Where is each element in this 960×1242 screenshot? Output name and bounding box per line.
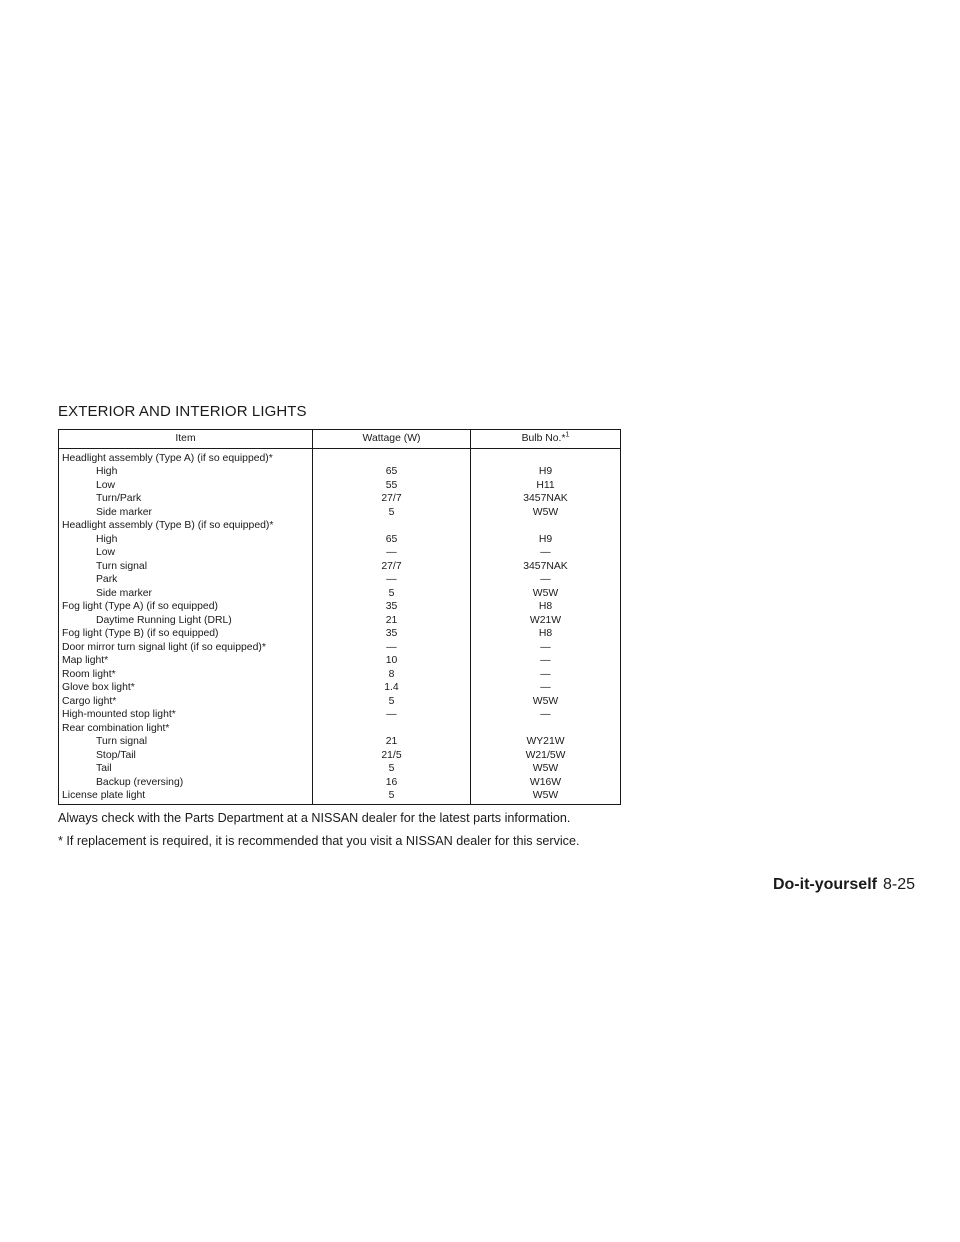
row-wattage: — xyxy=(386,641,397,653)
row-item: Rear combination light* xyxy=(62,722,170,734)
row-wattage: 21 xyxy=(385,736,398,747)
row-item: High xyxy=(96,533,118,545)
row-bulb: W5W xyxy=(532,695,559,707)
header-bulb xyxy=(471,430,621,449)
row-item: Side marker xyxy=(96,587,153,599)
row-bulb: 3457NAK xyxy=(523,493,568,504)
row-bulb: — xyxy=(540,709,551,720)
row-bulb: H11 xyxy=(536,479,555,491)
row-bulb xyxy=(471,519,620,533)
row-wattage: 5 xyxy=(388,695,395,707)
item-column xyxy=(59,448,313,804)
row-wattage: 65 xyxy=(385,466,398,477)
row-wattage: 5 xyxy=(388,587,395,599)
row-wattage: 65 xyxy=(385,533,398,545)
row-bulb xyxy=(471,722,620,736)
bulb-spec-table xyxy=(58,429,621,805)
row-wattage: — xyxy=(386,547,397,558)
row-wattage: 27/7 xyxy=(381,493,402,504)
header-bulb-footnote: 1 xyxy=(565,431,570,439)
row-item: Cargo light* xyxy=(62,695,117,707)
row-wattage: 16 xyxy=(385,776,398,788)
row-wattage: 10 xyxy=(385,655,398,666)
row-bulb: W5W xyxy=(532,587,559,599)
section-title: EXTERIOR AND INTERIOR LIGHTS xyxy=(58,403,307,420)
row-wattage xyxy=(313,519,470,533)
row-wattage: 55 xyxy=(385,479,398,491)
bulb-column xyxy=(471,448,621,804)
row-bulb: — xyxy=(540,668,551,680)
row-bulb: H8 xyxy=(538,601,553,612)
row-item: High xyxy=(96,466,118,477)
table-header-row xyxy=(59,430,621,449)
row-bulb: W5W xyxy=(532,763,559,774)
table-body-row xyxy=(59,448,621,804)
page-number: 8-25 xyxy=(882,876,915,893)
replacement-note: * If replacement is required, it is recommended that you visit a NISSAN dealer for this service. xyxy=(58,834,580,848)
row-item: Side marker xyxy=(96,506,153,518)
row-bulb xyxy=(471,452,620,466)
row-item: Fog light (Type A) (if so equipped) xyxy=(62,601,218,612)
row-item: Daytime Running Light (DRL) xyxy=(96,614,232,626)
row-wattage: 21 xyxy=(385,614,398,626)
row-item: Low xyxy=(96,547,116,558)
row-item: Map light* xyxy=(62,655,109,666)
row-item: High-mounted stop light* xyxy=(62,709,176,720)
row-item: Backup (reversing) xyxy=(96,776,184,788)
row-wattage: 5 xyxy=(388,506,395,518)
parts-note: Always check with the Parts Department at a NISSAN dealer for the latest parts information. xyxy=(58,811,571,825)
row-item: Stop/Tail xyxy=(96,749,136,761)
row-item: Fog light (Type B) (if so equipped) xyxy=(62,628,219,639)
row-wattage xyxy=(313,722,470,736)
row-item: Turn/Park xyxy=(96,493,142,504)
row-bulb: 3457NAK xyxy=(523,560,568,572)
row-wattage: 5 xyxy=(388,763,395,774)
row-wattage: 27/7 xyxy=(381,560,402,572)
row-wattage: — xyxy=(386,709,397,720)
row-wattage: 21/5 xyxy=(381,749,402,761)
row-item: Turn signal xyxy=(96,560,148,572)
row-wattage: 5 xyxy=(388,790,395,801)
row-bulb: H9 xyxy=(538,466,553,477)
row-bulb: — xyxy=(540,641,551,653)
row-item: Glove box light* xyxy=(62,682,135,693)
header-wattage: Wattage (W) xyxy=(313,430,471,449)
row-bulb: W21W xyxy=(529,614,562,626)
row-item: Room light* xyxy=(62,668,116,680)
row-bulb: W5W xyxy=(532,790,559,801)
row-bulb: H8 xyxy=(538,628,553,639)
row-item: License plate light xyxy=(62,790,146,801)
row-wattage: 35 xyxy=(385,628,398,639)
row-bulb: — xyxy=(540,682,551,693)
row-item: Door mirror turn signal light (if so equipped)* xyxy=(62,641,266,653)
row-wattage: 35 xyxy=(385,601,398,612)
header-item: Item xyxy=(59,430,313,449)
row-bulb: — xyxy=(540,655,551,666)
row-item: Low xyxy=(96,479,116,491)
row-bulb: WY21W xyxy=(526,736,565,747)
page-footer xyxy=(773,876,915,894)
row-item: Headlight assembly (Type B) (if so equipped)* xyxy=(62,520,274,531)
row-bulb: W5W xyxy=(532,506,559,518)
footer-section-title: Do-it-yourself xyxy=(772,876,877,893)
row-wattage: 1.4 xyxy=(384,682,399,693)
row-bulb: — xyxy=(540,574,551,585)
row-wattage: 8 xyxy=(388,668,395,680)
row-item: Turn signal xyxy=(96,736,148,747)
row-bulb: W16W xyxy=(529,776,562,788)
wattage-column xyxy=(313,448,471,804)
row-bulb: — xyxy=(540,547,551,558)
row-bulb: W21/5W xyxy=(525,749,566,761)
header-bulb-label: Bulb No.* xyxy=(521,433,566,444)
row-wattage xyxy=(313,452,470,466)
row-bulb: H9 xyxy=(538,533,553,545)
row-item: Headlight assembly (Type A) (if so equipped)* xyxy=(62,452,273,464)
row-item: Tail xyxy=(96,763,112,774)
row-item: Park xyxy=(96,574,118,585)
row-wattage: — xyxy=(386,574,397,585)
